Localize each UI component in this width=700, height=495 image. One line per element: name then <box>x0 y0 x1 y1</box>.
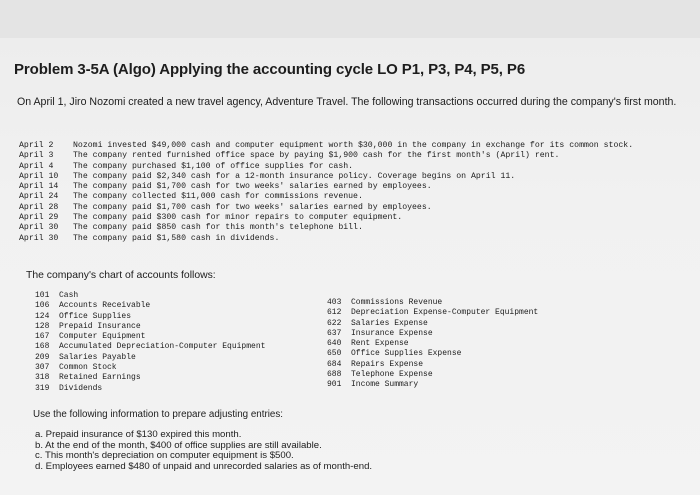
account-row <box>35 301 265 311</box>
adjusting-entries-list <box>35 430 372 472</box>
transaction-date: April 30 <box>19 223 59 233</box>
account-row <box>35 363 265 373</box>
account-row <box>327 349 538 359</box>
transaction-row <box>19 172 689 182</box>
account-name: Cash <box>59 291 79 300</box>
account-name: Salaries Expense <box>351 318 428 328</box>
account-name: Prepaid Insurance <box>59 321 141 331</box>
account-number: 637 <box>327 328 342 338</box>
adjusting-item: a. Prepaid insurance of $130 expired this month. <box>35 429 242 440</box>
transaction-text: Nozomi invested $49,000 cash and computer equipment worth $30,000 in the company in exchange for its common stock. <box>73 141 634 150</box>
account-number: 901 <box>327 380 342 390</box>
transaction-text: The company paid $2,340 cash for a 12-month insurance policy. Coverage begins on April 11. <box>73 171 516 181</box>
transaction-date: April 29 <box>19 213 59 223</box>
adjusting-item: d. Employees earned $480 of unpaid and unrecorded salaries as of month-end. <box>35 460 373 472</box>
account-number: 612 <box>327 308 342 318</box>
header-band <box>0 0 700 38</box>
account-number: 318 <box>35 373 50 383</box>
transaction-date: April 24 <box>19 192 59 202</box>
account-row <box>35 342 265 352</box>
account-name: Office Supplies Expense <box>351 349 462 359</box>
transaction-date: April 14 <box>19 182 59 192</box>
account-name: Repairs Expense <box>351 359 424 369</box>
account-number: 640 <box>327 339 342 349</box>
account-number: 101 <box>35 291 50 300</box>
problem-intro: On April 1, Jiro Nozomi created a new travel agency, Adventure Travel. The following transactions occurred during the company's first month. <box>17 96 677 108</box>
account-name: Salaries Payable <box>59 352 136 362</box>
account-row <box>327 329 538 339</box>
account-row <box>35 332 265 342</box>
transaction-date: April 30 <box>19 233 59 243</box>
accounts-list-left <box>35 291 265 394</box>
transaction-date: April 3 <box>19 151 54 161</box>
transaction-text: The company rented furnished office space by paying $1,900 cash for the first month's (April) rent. <box>73 151 560 161</box>
account-row <box>35 384 265 394</box>
account-number: 403 <box>327 298 342 307</box>
account-row <box>327 360 538 370</box>
account-row <box>35 353 265 363</box>
transaction-text: The company paid $1,700 cash for two weeks' salaries earned by employees. <box>73 202 432 212</box>
account-number: 124 <box>35 311 50 321</box>
account-name: Retained Earnings <box>59 373 141 383</box>
account-number: 209 <box>35 352 50 362</box>
transaction-row <box>19 192 689 202</box>
account-number: 622 <box>327 318 342 328</box>
account-name: Telephone Expense <box>351 370 433 380</box>
transaction-row <box>19 162 689 172</box>
transaction-row <box>19 213 689 223</box>
transaction-row <box>19 234 689 244</box>
transaction-row <box>19 141 689 151</box>
transaction-row <box>19 151 689 161</box>
account-row <box>35 322 265 332</box>
account-number: 128 <box>35 321 50 331</box>
adjusting-item: c. This month's depreciation on computer equipment is $500. <box>35 450 294 462</box>
transaction-row <box>19 182 689 192</box>
account-row <box>327 319 538 329</box>
transaction-date: April 4 <box>19 161 54 171</box>
account-row <box>327 370 538 380</box>
adjusting-item: b. At the end of the month, $400 of office supplies are still available. <box>35 439 322 451</box>
account-name: Accounts Receivable <box>59 301 151 311</box>
account-row <box>35 312 265 322</box>
account-number: 684 <box>327 359 342 369</box>
account-row <box>327 380 538 390</box>
account-row <box>327 298 538 308</box>
account-name: Office Supplies <box>59 311 132 321</box>
account-name: Rent Expense <box>351 339 409 349</box>
account-name: Common Stock <box>59 363 117 373</box>
accounts-list-right <box>327 298 538 391</box>
transaction-date: April 2 <box>19 141 54 150</box>
transaction-text: The company collected $11,000 cash for commissions revenue. <box>73 192 363 202</box>
account-number: 319 <box>35 383 50 393</box>
account-row <box>35 373 265 383</box>
transaction-text: The company paid $1,580 cash in dividends. <box>73 233 280 243</box>
account-name: Insurance Expense <box>351 328 433 338</box>
account-name: Commissions Revenue <box>351 298 443 307</box>
transaction-text: The company paid $1,700 cash for two weeks' salaries earned by employees. <box>73 182 432 192</box>
account-row <box>35 291 265 301</box>
account-number: 307 <box>35 363 50 373</box>
account-name: Depreciation Expense-Computer Equipment <box>351 308 539 318</box>
transaction-date: April 28 <box>19 202 59 212</box>
problem-title: Problem 3-5A (Algo) Applying the accounting cycle LO P1, P3, P4, P5, P6 <box>14 61 526 78</box>
transaction-row <box>19 223 689 233</box>
account-name: Computer Equipment <box>59 332 146 342</box>
account-number: 106 <box>35 301 50 311</box>
account-name: Dividends <box>59 383 103 393</box>
account-number: 167 <box>35 332 50 342</box>
account-number: 688 <box>327 370 342 380</box>
transaction-date: April 10 <box>19 171 59 181</box>
transaction-list <box>19 141 689 244</box>
account-number: 168 <box>35 342 50 352</box>
transaction-text: The company paid $300 cash for minor repairs to computer equipment. <box>73 213 403 223</box>
account-row <box>327 339 538 349</box>
account-name: Accumulated Depreciation-Computer Equipment <box>59 342 266 352</box>
transaction-text: The company purchased $1,100 of office supplies for cash. <box>73 161 354 171</box>
chart-of-accounts-label: The company's chart of accounts follows: <box>26 270 216 281</box>
account-name: Income Summary <box>351 380 419 390</box>
transaction-text: The company paid $850 cash for this month's telephone bill. <box>73 223 363 233</box>
transaction-row <box>19 203 689 213</box>
account-number: 650 <box>327 349 342 359</box>
account-row <box>327 308 538 318</box>
adjusting-instructions: Use the following information to prepare adjusting entries: <box>33 409 283 420</box>
